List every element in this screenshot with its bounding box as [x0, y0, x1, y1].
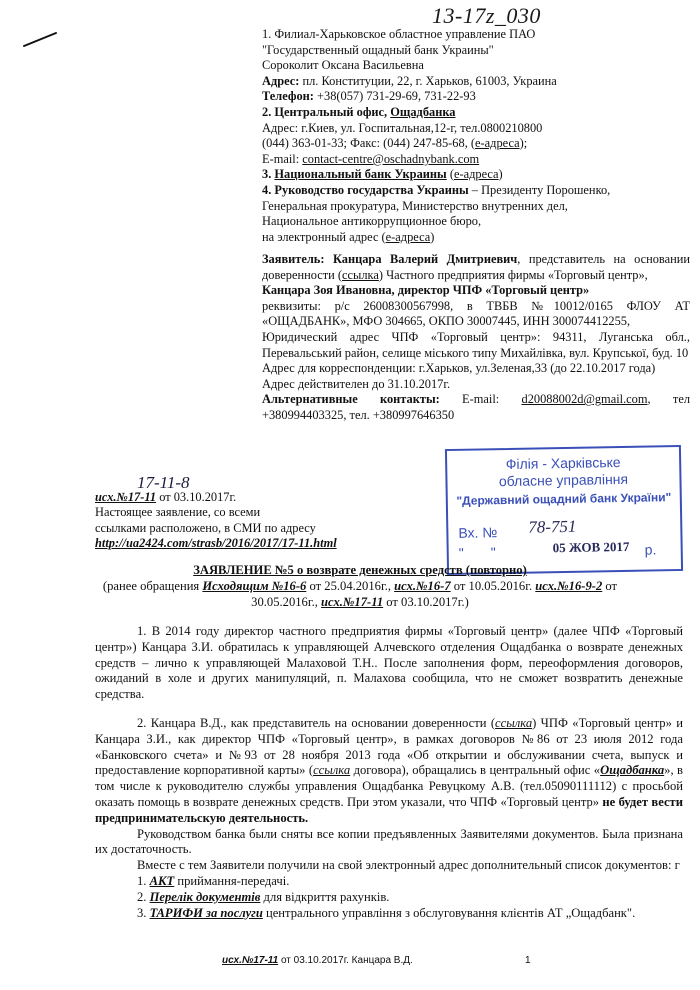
request-16-6-link-b: №16-6 [268, 579, 307, 593]
applicant-text-1: , представитель на основании доверенности ( [262, 252, 690, 282]
address-label: Адрес: [262, 73, 300, 88]
alternative-contacts-label: Альтернативные контакты: [262, 392, 440, 407]
list-item-text: центрального управління з обслуговування клієнтів АТ „Ощадбанк". [262, 905, 636, 920]
addressee-4-line-3: Национальное антикоррупционное бюро, [262, 214, 482, 229]
stamp-line-3: "Державний ощадний банк України" [456, 490, 672, 508]
outgoing-number-line [95, 490, 385, 505]
list-item-text: для відкриття рахунків. [260, 889, 390, 904]
addressee-1-line-2: "Государственный ощадный банк Украины" [262, 42, 494, 57]
national-bank-link[interactable]: Национальный банк Украины [274, 167, 447, 182]
paragraph-2-text-d: », в том числе к руководителю службы управления Ощадбанка Ревуцкому А.В. (тел.05090111112) с просьбой оказать помощь в возврате денежных средств. При этом указали, что ЧПФ «Торговый центр» [95, 763, 683, 809]
statement-body [95, 624, 683, 921]
email-label: E-mail: [439, 392, 522, 407]
applicant-text-2: ) Частного предприятия фирмы «Торговый центр», [378, 267, 648, 282]
addressee-4-line-2: Генеральная прокуратура, Министерство внутренних дел, [262, 198, 568, 213]
government-email-link[interactable]: е-адреса [385, 229, 431, 244]
previous-requests-line-1 [40, 578, 680, 594]
previous-requests-text: (ранее обращения [102, 579, 203, 593]
correspondence-address: Адрес для корреспонденции: г.Харьков, ул.Зеленая,33 (до 22.10.2017 года) [262, 361, 656, 376]
paragraph-2-text-b: ) ЧПФ «Торговый центр» и Канцара З.И., как директор ЧПФ «Торговый центр», в рамках договоров №86 от 23 июля 2012 года «Банковского счета» и №93 от 28 ноября 2013 года «Об открытии и обслуживании счета, выпуск и предоставление корпоративной карты» ( [95, 715, 683, 778]
list-item-number: 1. [137, 873, 150, 888]
publication-url-line [95, 536, 385, 551]
request-17-11-date: от 03.10.2017г.) [383, 595, 469, 609]
page-number: 1 [525, 955, 531, 966]
addressee-2-email [262, 152, 690, 168]
addressee-1-contact-person: Сороколит Оксана Васильевна [262, 58, 424, 73]
addressee-2-heading-text: 2. Центральный офис, [262, 104, 391, 119]
addressee-2-address: Адрес: г.Киев, ул. Госпитальная,12-г, тел.0800210800 [262, 120, 543, 135]
publication-url-link[interactable]: http://ua2424.com/strasb/2016/2017/17-11.html [95, 536, 337, 551]
paragraph-2-text-a: 2. Канцара В.Д., как представитель на основании доверенности ( [137, 715, 496, 730]
outgoing-date: от 03.10.2017г. [156, 490, 237, 504]
handwritten-reference-text: 17-11-8 [137, 473, 190, 492]
publication-note-1: Настоящее заявление, со всеми [95, 505, 261, 520]
list-item-text: приймання-передачі. [174, 873, 290, 888]
footer-reference-text: от 03.10.2017г. Канцара В.Д. [278, 955, 413, 966]
contract-link[interactable]: ссылка [313, 763, 351, 778]
applicant-block [262, 252, 690, 424]
applicant-phones: , тел +380994403325, тел. +380997646350 [262, 392, 690, 422]
addressee-4-email-text: на электронный адрес ( [262, 229, 386, 244]
stamp-line-2: обласне управління [498, 470, 629, 490]
list-item [95, 906, 683, 922]
previous-requests-line-2 [40, 594, 680, 610]
footer-reference [222, 955, 413, 966]
applicant-label: Заявитель: [262, 252, 325, 266]
legal-address: Юридический адрес ЧПФ «Торговый центр»: 94311, Луганська обл., Перевальський район, селище міського типу Михайлівка, вул. Крупської, буд. 10 [262, 329, 690, 360]
request-16-6-link-a: Исходящим [202, 579, 269, 593]
paren-close: ) [498, 167, 503, 182]
addressee-4-line-4 [262, 230, 690, 246]
addressee-3 [262, 167, 690, 183]
phone-fax-text: (044) 363-01-33; Факс: (044) 247-85-68, ( [262, 136, 476, 151]
email-label: E-mail: [262, 151, 303, 166]
address-value: пл. Конституции, 22, г. Харьков, 61003, Украина [299, 73, 557, 88]
handwritten-stroke-mark [22, 30, 58, 48]
phone-value: +38(057) 731-29-69, 731-22-93 [313, 89, 476, 104]
paragraph-2 [95, 716, 683, 827]
statement-heading: ЗАЯВЛЕНИЕ №5 о возврате денежных средств (повторно) [193, 563, 527, 577]
list-item [95, 874, 683, 890]
outgoing-number-link[interactable]: исх.№17-11 [95, 490, 157, 504]
statement-title [40, 562, 680, 610]
request-17-11-link[interactable]: исх.№17-11 [321, 595, 384, 609]
paren-open: ( [446, 167, 454, 182]
paragraph-1: 1. В 2014 году директор частного предприятия фирмы «Торговый центр» (далее ЧПФ «Торговый центр») Канцара З.И. обратилась к управляющей Алчевского отделения Ощадбанка о возврате денежных средств – лично к управляющей Малаховой Т.Н.. После заполнения форм, переоформления договоров, ожиданий в холе и других манипуляций, п. Малахова сообщила, что не сможет возвратить денежные средства. [95, 624, 683, 702]
list-item-number: 3. [137, 905, 150, 920]
outgoing-reference [95, 490, 385, 552]
contact-centre-email-link[interactable]: contact-centre@oschadnybank.com [302, 151, 480, 166]
power-of-attorney-link[interactable]: ссылка [342, 267, 379, 282]
applicant-email-link[interactable]: d20088002d@gmail.com [521, 392, 648, 407]
request-16-9-2-date: 30.05.2016г., [251, 595, 322, 609]
power-of-attorney-link-2[interactable]: ссылка [495, 715, 533, 730]
stamp-date-value: 05 ЖОВ 2017 [552, 538, 630, 556]
act-link[interactable]: АКТ [149, 873, 175, 888]
paragraph-3: Руководством банка были сняты все копии предъявленных Заявителями документов. Была признана их достаточность. [95, 826, 683, 857]
list-item-number: 2. [137, 889, 150, 904]
request-16-9-2-from: от [602, 579, 618, 593]
paragraph-2-bold: не будет вести предпринимательскую деятельность. [95, 794, 684, 825]
applicant-name-2: Канцара Зоя Ивановна, директор ЧПФ «Торговый центр» [262, 283, 590, 298]
addressee-2-heading [262, 105, 690, 121]
phone-fax-tail: ); [519, 136, 528, 151]
list-item [95, 890, 683, 906]
oschadbank-link-2[interactable]: Ощадбанка [600, 763, 665, 778]
bank-received-stamp [445, 445, 683, 575]
addressee-block [262, 27, 690, 245]
handwritten-document-code: 13-17z_030 [432, 3, 541, 28]
phone-label: Телефон: [262, 89, 314, 104]
footer-reference-link[interactable]: исх.№17-11 [222, 955, 279, 966]
applicant-intro [262, 252, 690, 283]
stamp-date-suffix: р. [644, 541, 657, 558]
request-16-6-date: от 25.04.2016г., [306, 579, 395, 593]
request-16-7-link[interactable]: исх.№16-7 [394, 579, 451, 593]
tariffs-link[interactable]: ТАРИФИ за послуги [149, 905, 263, 920]
paren-close: ) [430, 229, 435, 244]
addressee-1-phone [262, 89, 690, 105]
stamp-date-prefix: " [458, 544, 464, 561]
request-16-9-2-link[interactable]: исх.№16-9-2 [535, 579, 603, 593]
addressee-4-line-1 [262, 183, 690, 199]
applicant-name-1: Канцара Валерий Дмитриевич [324, 252, 518, 266]
national-bank-email-link[interactable]: е-адреса [453, 167, 499, 182]
bank-details: реквизиты: р/с 26008300567998, в ТВБВ №10012/0165 ФЛОУ АТ «ОЩАДБАНК», МФО 304665, ОКПО 30007445, ИНН 300074412255, [262, 298, 690, 329]
addressee-3-number: 3. [262, 167, 275, 182]
stamp-incoming-number: 78-751 [528, 516, 577, 537]
addressee-4-heading: 4. Руководство государства Украины [262, 182, 469, 197]
stamp-line-1: Філія - Харківське [505, 454, 621, 473]
document-list-link[interactable]: Перелік документів [149, 889, 261, 904]
paragraph-4: Вместе с тем Заявители получили на свой электронный адрес дополнительный список документов: г [137, 858, 680, 873]
paragraph-2-text-c: договора), обращались в центральный офис « [350, 763, 601, 778]
request-16-7-date: от 10.05.2016г. [450, 579, 536, 593]
stamp-incoming-label: Вх. № [458, 524, 498, 541]
addressee-1-address [262, 74, 690, 90]
alternative-contacts [262, 392, 690, 423]
request-16-6-link[interactable] [202, 579, 306, 593]
publication-note-2: ссылками расположено, в СМИ по адресу [95, 520, 316, 535]
addressee-2-phone-fax [262, 136, 690, 152]
stamp-date-mid: " [490, 544, 496, 561]
email-addresses-link[interactable]: е-адреса [475, 136, 520, 151]
address-validity: Адрес действителен до 31.10.2017г. [262, 376, 451, 391]
addressee-4-president: – Президенту Порошенко, [468, 182, 611, 197]
oschadbank-link[interactable]: Ощадбанка [390, 104, 456, 119]
addressee-1-line-1: 1. Филиал-Харьковское областное управление ПАО [262, 27, 536, 41]
